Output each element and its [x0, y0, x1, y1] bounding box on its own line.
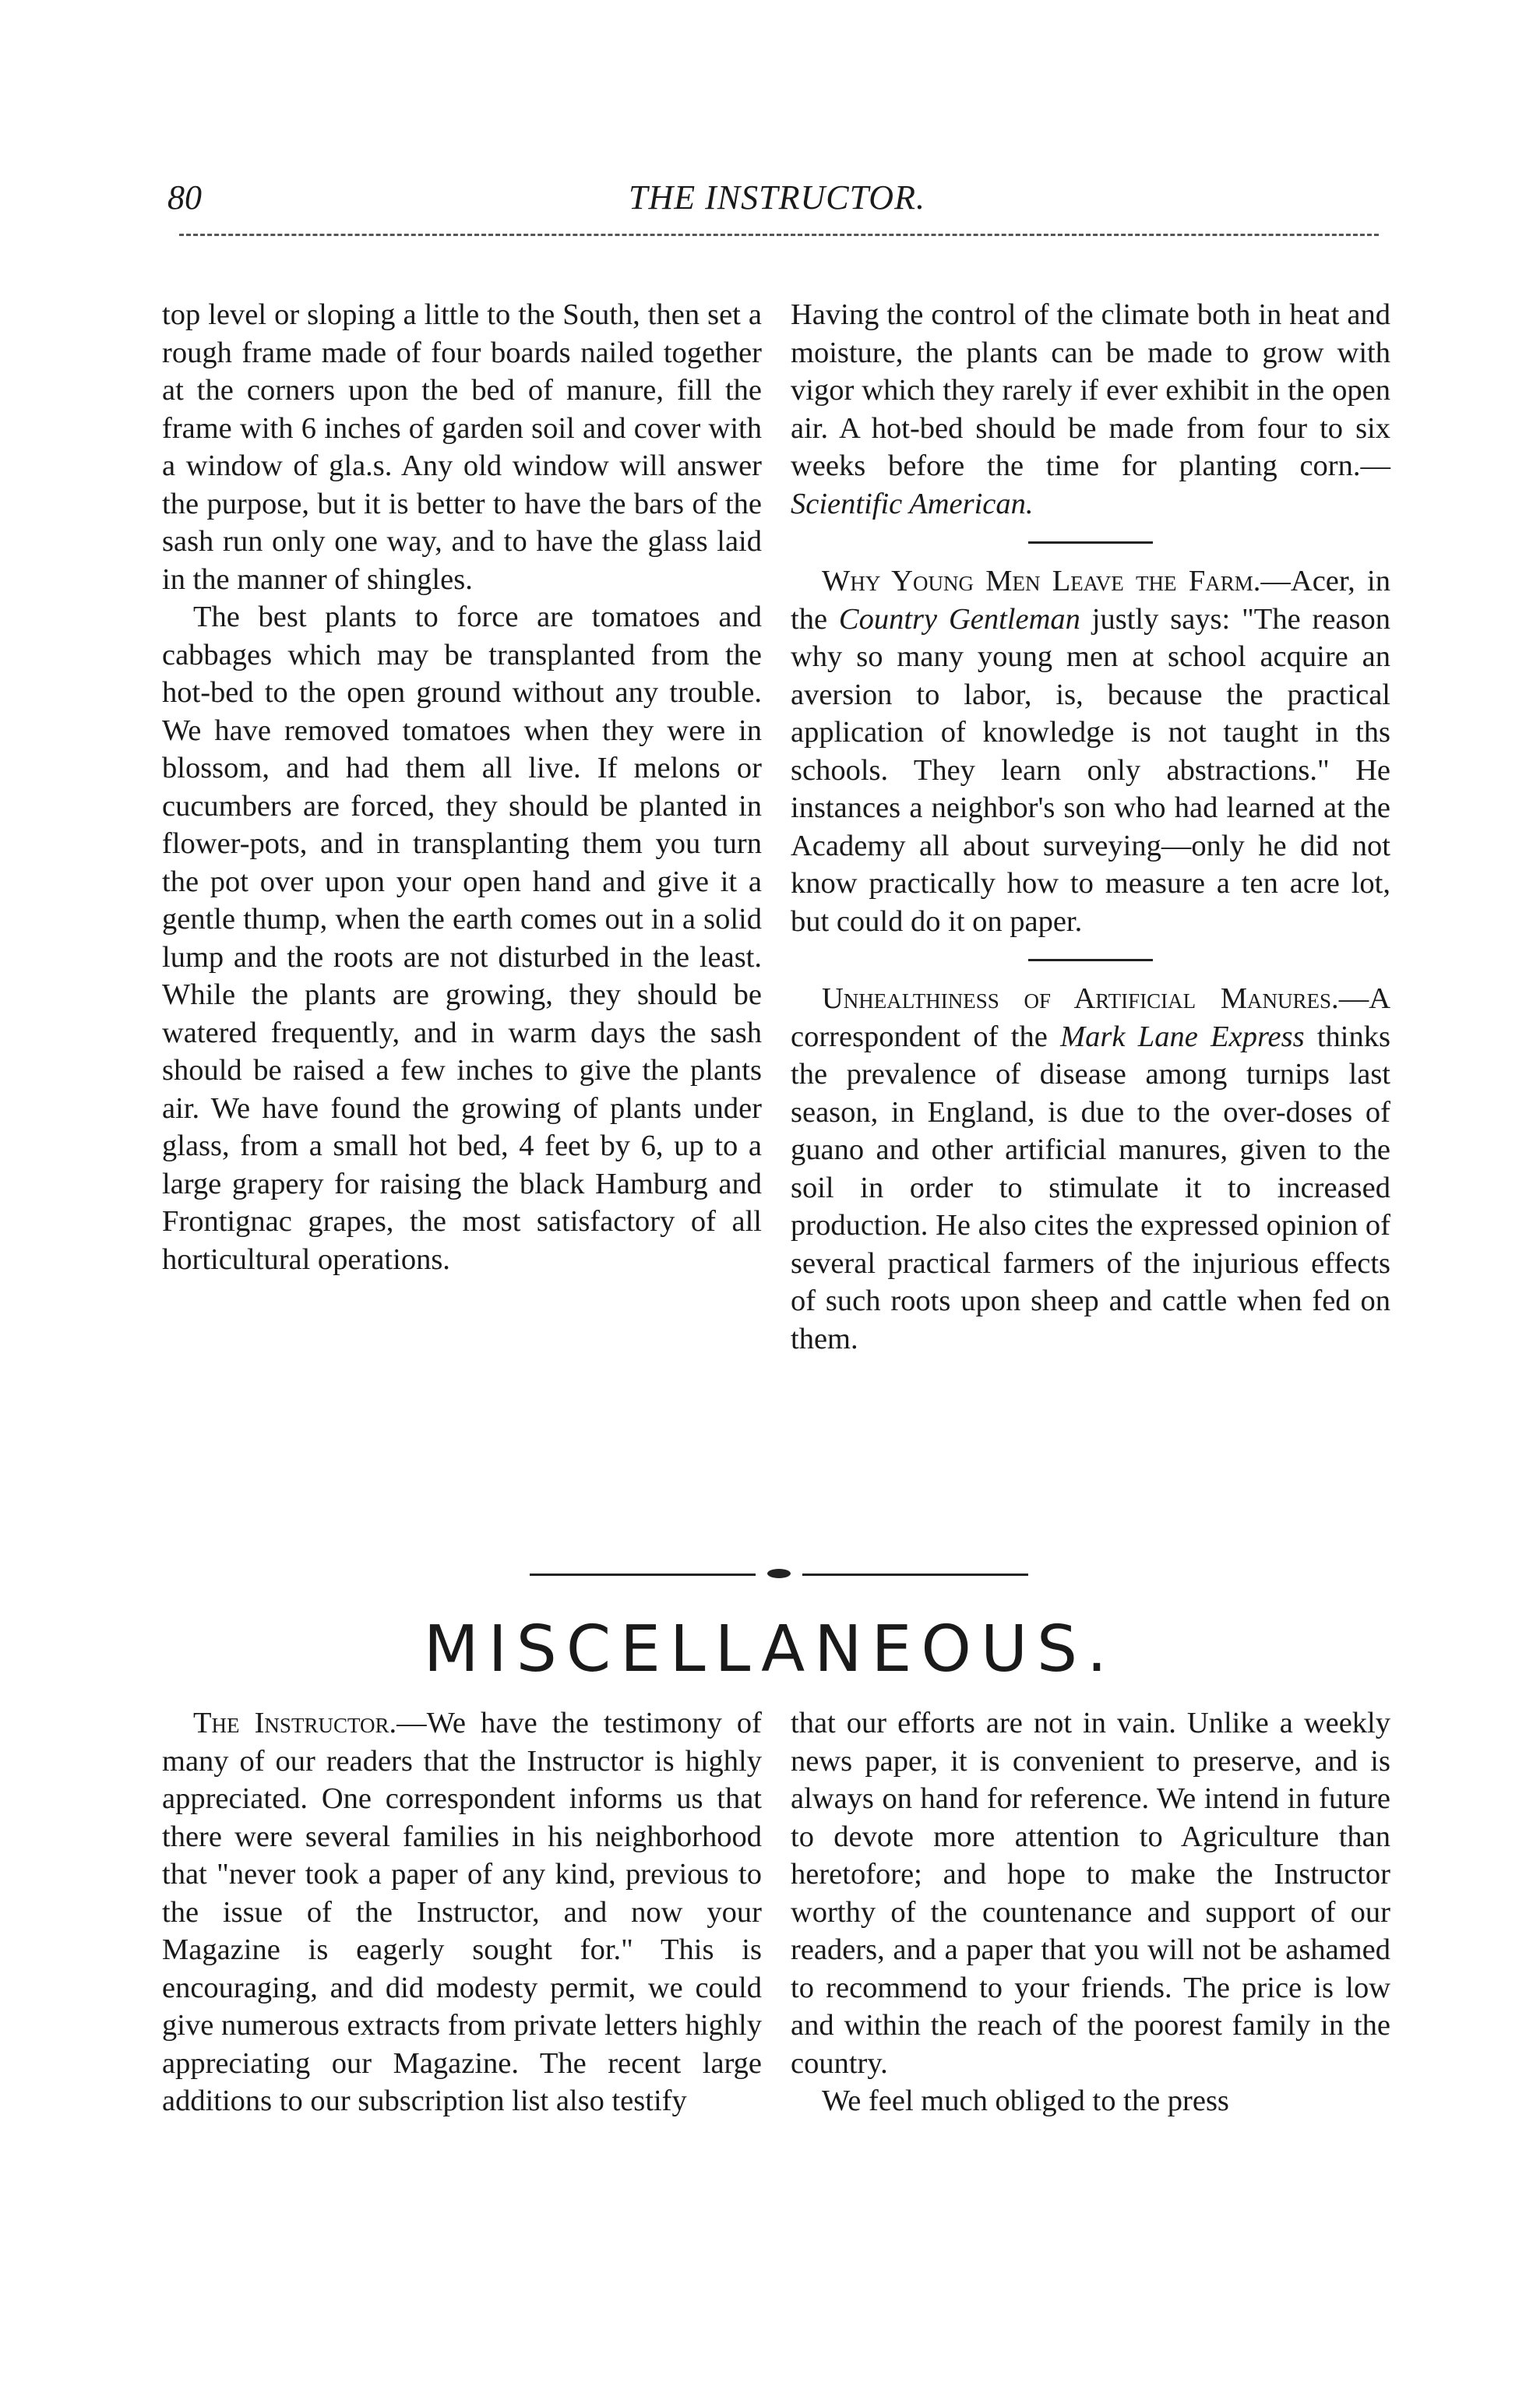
top-left-column — [162, 296, 762, 1278]
article-separator — [1028, 541, 1153, 544]
young-men-text-b: justly says: "The reason why so many young men at school acquire an aversion to labor, is, because the practical application of knowledge is not taught in ths schools. They learn only abstractions." He instances a neighbor's son who had learned at the Academy all about surveying—only he did not know practically how to measure a ten acre lot, but could do it on paper. — [791, 602, 1390, 938]
manures-text-b: thinks the prevalence of disease among turnips last season, in England, is due to the over-doses of guano and other artificial manures, given to the soil in order to stimulate it to increased production. He also cites the expressed opinion of several practical farmers of the injurious effects of such roots upon sheep and cattle when fed on them. — [791, 1020, 1390, 1355]
running-title: THE INSTRUCTOR. — [629, 178, 925, 217]
young-men-title: Why Young Men Leave the Farm. — [822, 565, 1261, 597]
climate-source: Scientific American. — [791, 487, 1034, 520]
young-men-article — [791, 562, 1390, 940]
instructor-title: The Instructor. — [193, 1707, 397, 1739]
climate-paragraph — [791, 296, 1390, 523]
misc-left-column — [162, 1704, 762, 2120]
climate-text: Having the control of the climate both in heat and moisture, the plants can be made to grow with vigor which they rarely if ever exhibit in the open air. A hot-bed should be made from four to six weeks before the time for planting corn.— — [791, 298, 1390, 482]
manures-title: Unhealthiness of Artificial Manures. — [822, 982, 1339, 1015]
article-separator — [1028, 959, 1153, 961]
divider-line-right — [802, 1574, 1028, 1576]
press-paragraph: We feel much obliged to the press — [822, 2085, 1229, 2117]
instructor-continued: that our efforts are not in vain. Unlike a weekly news paper, it is convenient to preserve, and is always on hand for reference. We intend in future to devote more attention to Agriculture than heretofore; and hope to make the Instructor worthy of the countenance and support of our readers, and a paper that you will not be ashamed to recommend to your friends. The price is low and within the reach of the poorest family in the country. — [791, 1707, 1390, 2080]
instructor-text: —We have the testimony of many of our readers that the Instructor is highly appreciated. One correspondent informs us that there were several families in his neighborhood that "never took a paper of any kind, previous to the issue of the Instructor, and now your Magazine is eagerly sought for." This is encouraging, and did modesty permit, we could give numerous extracts from private letters highly appreciating our Magazine. The recent large additions to our subscription list also testify — [162, 1707, 762, 2117]
young-men-text-a: —Acer, in the — [791, 565, 1390, 636]
top-right-column — [791, 296, 1390, 1358]
manures-publication: Mark Lane Express — [1060, 1020, 1305, 1053]
manures-article — [791, 980, 1390, 1358]
manures-text-a: —A correspondent of the — [791, 982, 1390, 1053]
misc-right-column — [791, 1704, 1390, 2120]
young-men-publication: Country Gentleman — [838, 602, 1080, 636]
page-header — [167, 178, 1387, 224]
instructor-article — [162, 1704, 762, 2120]
section-divider — [530, 1572, 1028, 1577]
divider-ornament — [767, 1569, 791, 1578]
divider-line-left — [530, 1574, 756, 1576]
header-rule — [179, 234, 1379, 236]
hotbed-paragraph-continued: top level or sloping a little to the South, then set a rough frame made of four boards nailed together at the corners upon the bed of manure, fill the frame with 6 inches of garden soil and cover with a window of gla.s. Any old window will answer the purpose, but it is better to have the bars of the sash run only one way, and to have the glass laid in the manner of shingles. — [162, 298, 762, 596]
miscellaneous-heading: MISCELLANEOUS. — [423, 1612, 1117, 1686]
page-number: 80 — [167, 178, 202, 217]
forcing-plants-paragraph: The best plants to force are tomatoes and cabbages which may be transplanted from the hot-bed to the open ground without any trouble. We have removed tomatoes when they were in blossom, and had them all live. If melons or cucumbers are forced, they should be planted in flower-pots, and in transplanting them you turn the pot over upon your open hand and give it a gentle thump, when the earth comes out in a solid lump and the roots are not disturbed in the least. While the plants are growing, they should be watered frequently, and in warm days the sash should be raised a few inches to give the plants air. We have found the growing of plants under glass, from a small hot bed, 4 feet by 6, up to a large grapery for raising the black Hamburg and Frontignac grapes, the most satisfactory of all horticultural operations. — [162, 601, 762, 1276]
